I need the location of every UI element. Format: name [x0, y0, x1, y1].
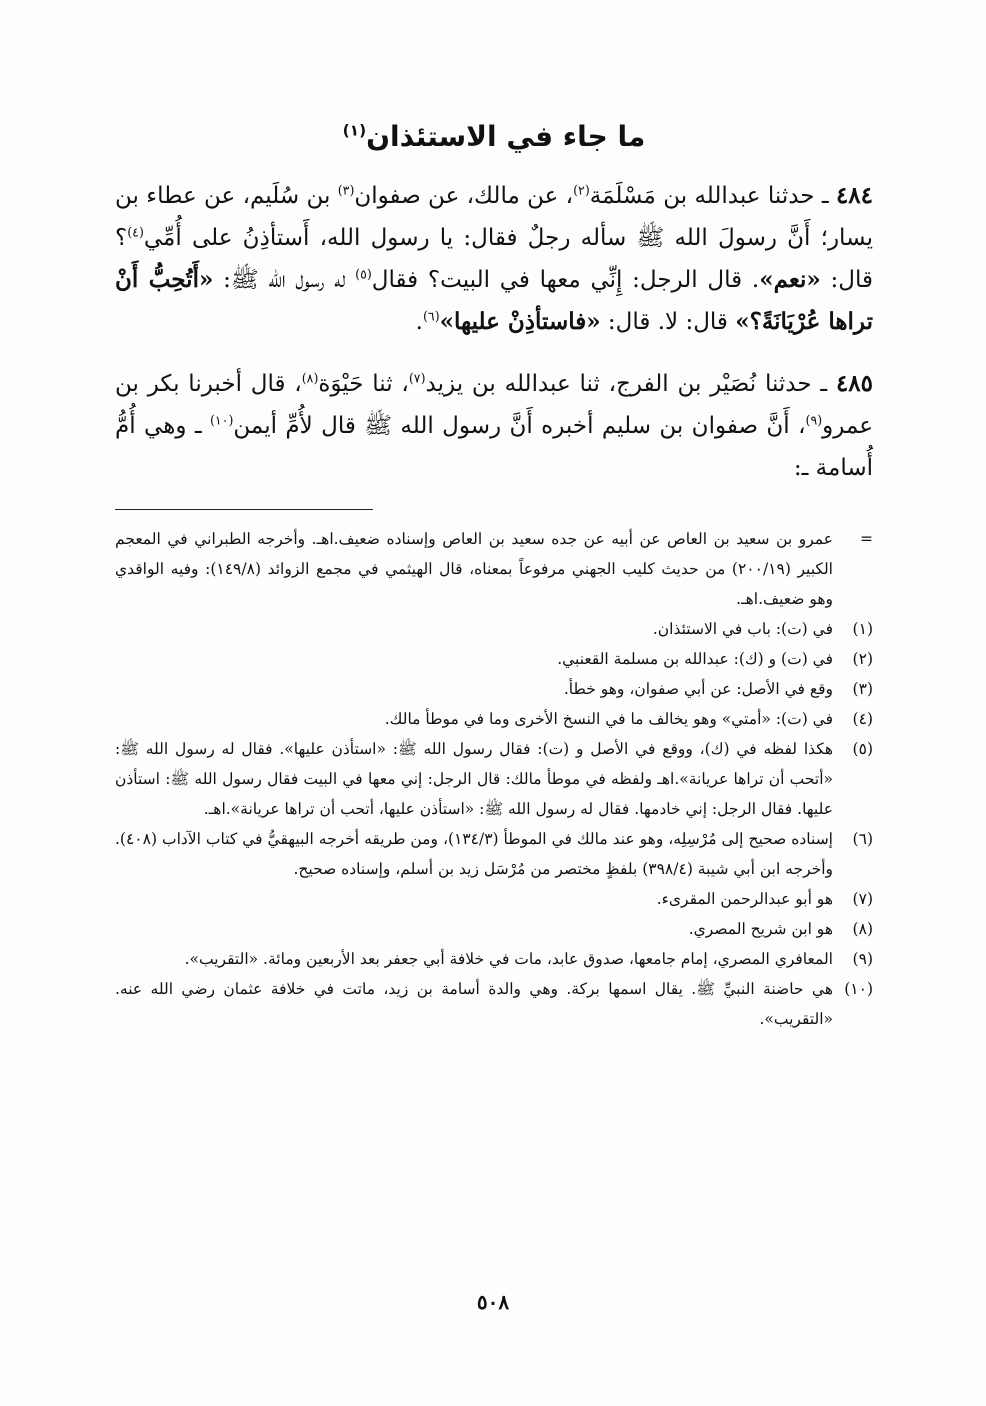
hadith-text: . قال الرجل: إِنِّي معها في البيت؟ فقال [371, 267, 760, 293]
footnote [115, 614, 873, 644]
footnote [115, 704, 873, 734]
footnote-text: هو أبو عبدالرحمن المقرىء. [656, 890, 833, 908]
footnote-ref-3: (٣) [337, 182, 355, 198]
hadith-text: ، أَنَّ صفوان بن سليم أخبره أَنَّ رسول الله ﷺ قال لأُمِّ أيمن [233, 413, 806, 439]
footnote-number: (٥) [852, 740, 873, 758]
footnote [115, 644, 873, 674]
hadith-text: بن سُلَيم، عن عطاء بن يسار؛ أَنَّ رسولَ الله ﷺ سأله رجلٌ فقال: يا رسول الله، أَستأذِنُ على أُمِّي [115, 183, 873, 251]
footnote-number: (١) [852, 620, 873, 638]
footnote [115, 734, 873, 824]
hadith-text: له رسول الله ﷺ: [213, 267, 356, 293]
footnote [115, 974, 873, 1034]
footnote [115, 524, 873, 614]
hadith-text: ، ثنا حَيْوَة [318, 371, 409, 397]
footnote-text: في (ت): «أمتي» وهو يخالف ما في النسخ الأخرى وما في موطأ مالك. [384, 710, 833, 728]
footnote [115, 884, 873, 914]
footnote-number: (٤) [852, 710, 873, 728]
footnote-text: وقع في الأصل: عن أبي صفوان، وهو خطأ. [563, 680, 833, 698]
footnote-text: في (ت) و (ك): عبدالله بن مسلمة القعنبي. [557, 650, 833, 668]
footnote-text: المعافري المصري، إمام جامعها، صدوق عابد، مات في خلافة أبي جعفر بعد الأربعين ومائة. «التقريب». [184, 950, 833, 968]
hadith-text: ـ حدثنا نُصَيْر بن الفرج، ثنا عبدالله بن يزيد [425, 371, 836, 397]
footnote-ref-2: (٢) [573, 182, 590, 198]
hadith-text: ـ حدثنا عبدالله بن مَسْلَمَة [589, 183, 836, 209]
footnote [115, 674, 873, 704]
footnote-text: إسناده صحيح إلى مُرْسِلِه، وهو عند مالك في الموطأ (١٣٤/٣)، ومن طريقه أخرجه البيهقيُّ في كتاب الآداب (٤٠٨). وأخرجه ابن أبي شيبة (٣٩٨/٤) بلفظٍ مختصر من مُرْسَل زيد بن أسلم، وإسناده صحيح. [115, 830, 833, 878]
footnotes [115, 524, 873, 1034]
footnote-text: عمرو بن سعيد بن العاص عن أبيه عن جده سعيد بن العاص وإسناده ضعيف.اهـ. وأخرجه الطبراني في المعجم الكبير (٢٠٠/١٩) من حديث كليب الجهني مرفوعاً بمعناه، قال الهيثمي في مجمع الزوائد (١٤٩/٨): وفيه الواقدي وهو ضعيف.اهـ. [115, 530, 833, 608]
page-body [115, 110, 873, 1034]
hadith-484 [115, 175, 873, 343]
hadith-text: ؟ قال: [115, 225, 873, 293]
prophet-quote: «أَتُحِبُّ أَنْ تراها عُرْيَانَةً؟» [115, 266, 873, 335]
footnote-text: هو ابن شريح المصري. [688, 920, 833, 938]
prophet-quote: «نعم» [759, 266, 821, 293]
hadith-text: ، قال أخبرنا بكر بن عمرو [115, 371, 873, 439]
footnote [115, 914, 873, 944]
footnote-ref-10: (١٠) [209, 412, 234, 428]
footnote-ref-1: (١) [342, 121, 367, 140]
footnote-number: (٩) [852, 950, 873, 968]
hadith-number: ٤٨٤ [835, 182, 873, 209]
footnote-text: هكذا لفظه في (ك)، ووقع في الأصل و (ت): فقال رسول الله ﷺ: «استأذن عليها». فقال له رسول الله ﷺ: «أتحب أن تراها عريانة».اهـ ولفظه في موطأ مالك: قال الرجل: إني معها في البيت فقال رسول الله ﷺ: استأذن عليها. فقال الرجل: إني خادمها. فقال له رسول الله ﷺ: «استأذن عليها، أتحب أن تراها عريانة».اهـ. [115, 740, 833, 818]
prophet-quote: «فاستأذِنْ عليها» [439, 308, 601, 335]
footnote-ref-6: (٦) [422, 308, 440, 324]
hadith-text: ـ وهي أُمُّ أُسامة ـ: [115, 413, 873, 481]
footnote-number: (٦) [852, 830, 873, 848]
footnote-text: هي حاضنة النبيِّ ﷺ. يقال اسمها بركة. وهي والدة أسامة بن زيد، ماتت في خلافة عثمان رضي الله عنه. «التقريب». [115, 980, 833, 1028]
footnote-number: (٢) [852, 650, 873, 668]
chapter-title [115, 120, 873, 153]
footnote-ref-4: (٤) [127, 224, 144, 240]
footnote-ref-9: (٩) [805, 412, 823, 428]
hadith-text: ، عن مالك، عن صفوان [354, 183, 574, 209]
footnote-number: (٣) [852, 680, 873, 698]
footnote-ref-8: (٨) [301, 370, 319, 386]
hadith-number: ٤٨٥ [835, 370, 873, 397]
hadith-485 [115, 363, 873, 489]
footnote-text: في (ت): باب في الاستئذان. [652, 620, 833, 638]
hadith-text: . [415, 309, 423, 335]
footnote [115, 944, 873, 974]
footnote-number: (٨) [852, 920, 873, 938]
footnote-number: (٧) [852, 890, 873, 908]
footnote-ref-5: (٥) [355, 266, 372, 282]
chapter-title-text: ما جاء في الاستئذان [366, 120, 646, 153]
footnote-number: = [860, 530, 873, 548]
footnote [115, 824, 873, 884]
footnote-number: (١٠) [844, 980, 873, 998]
footnote-divider [115, 509, 373, 510]
page-number: ٥٠٨ [476, 1290, 510, 1314]
hadith-text: قال: لا. قال: [600, 309, 736, 335]
footnote-ref-7: (٧) [408, 370, 426, 386]
